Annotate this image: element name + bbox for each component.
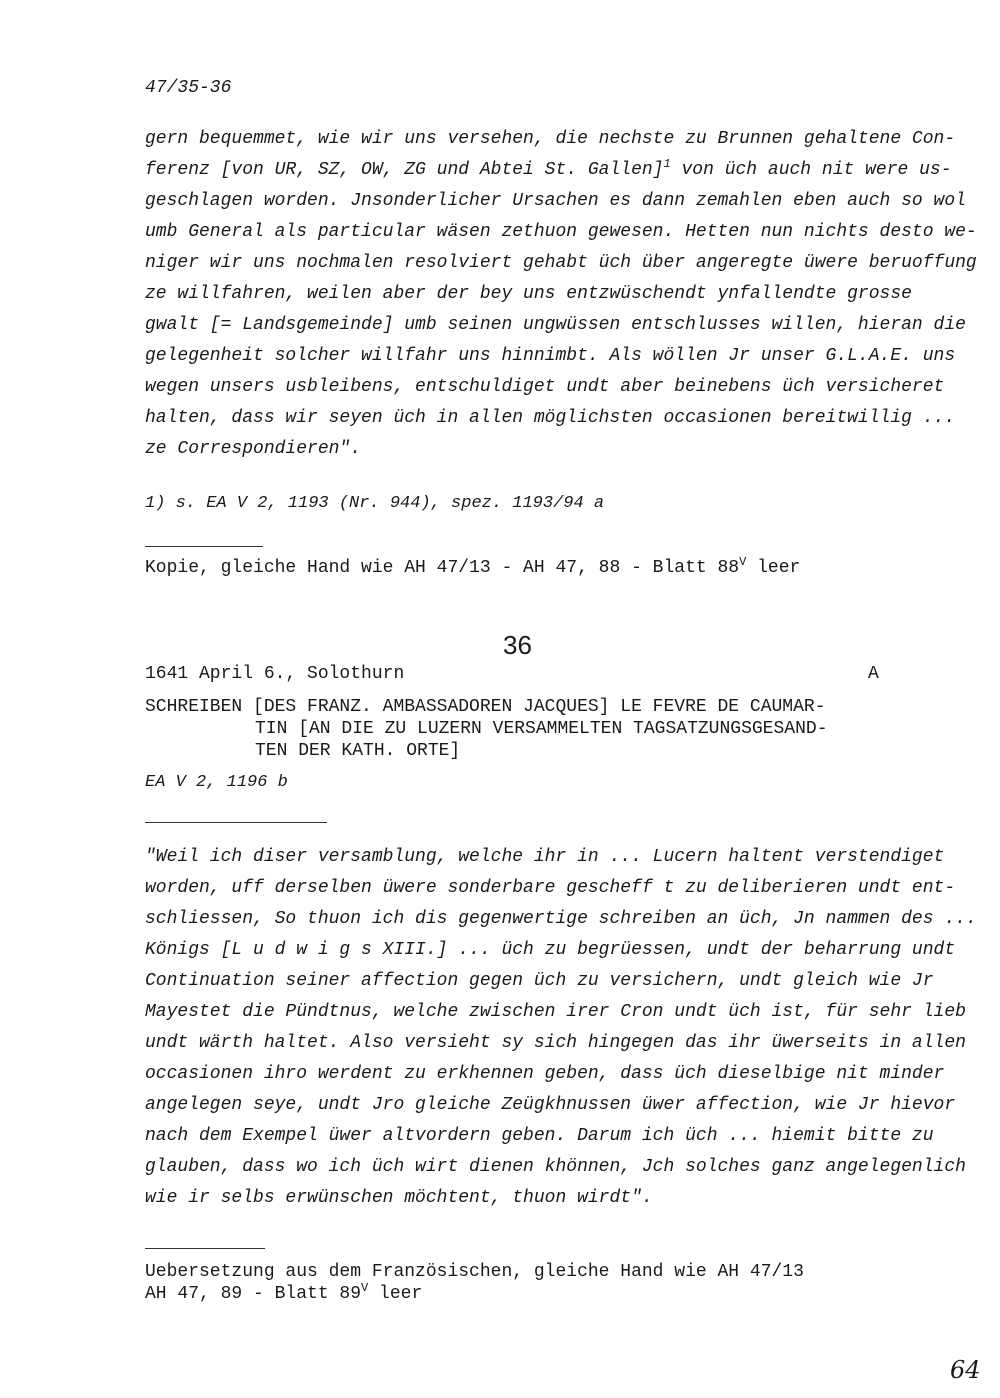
title-line: SCHREIBEN [DES FRANZ. AMBASSADOREN JACQUES] LE FEVRE DE CAUMAR- — [145, 697, 826, 717]
footnote-marker: 1 — [663, 157, 671, 171]
category-letter: A — [868, 664, 879, 684]
divider — [145, 1248, 265, 1249]
text-line: umb General als particular wäsen zethuon gewesen. Hetten nun nichts desto we- — [145, 222, 977, 242]
text-line: "Weil ich diser versamblung, welche ihr in ... Lucern haltent verstendiget — [145, 847, 945, 867]
text-line: Mayestet die Pündtnus, welche zwischen irer Cron undt üch ist, für sehr lieb — [145, 1002, 966, 1022]
source-note-36-line1: Uebersetzung aus dem Französischen, gleiche Hand wie AH 47/13 — [145, 1262, 804, 1282]
document-title — [145, 696, 828, 762]
text-line: nach dem Exempel üwer altvordern geben. Darum ich üch ... hiemit bitte zu — [145, 1126, 934, 1146]
divider — [145, 822, 327, 823]
text-line: halten, dass wir seyen üch in allen möglichsten occasionen bereitwillig ... — [145, 408, 956, 428]
divider — [145, 546, 263, 547]
date-place: 1641 April 6., Solothurn — [145, 664, 405, 684]
title-line: TIN [AN DIE ZU LUZERN VERSAMMELTEN TAGSATZUNGSGESAND- — [255, 719, 828, 739]
document-36-text — [145, 842, 977, 1214]
title-line: TEN DER KATH. ORTE] — [255, 741, 461, 761]
text-line: wie ir selbs erwünschen möchtent, thuon wirdt". — [145, 1188, 653, 1208]
text-line: gern bequemmet, wie wir uns versehen, die nechste zu Brunnen gehaltene Con- — [145, 129, 956, 149]
footnote: 1) s. EA V 2, 1193 (Nr. 944), spez. 1193/94 a — [145, 494, 605, 513]
text-line: ze willfahren, weilen aber der bey uns entzwüschendt ynfallendte grosse — [145, 284, 912, 304]
text-line: occasionen ihro werdent zu erkhennen geben, dass üch dieselbige nit minder — [145, 1064, 945, 1084]
source-note-36-line2: AH 47, 89 - Blatt $89^V$ leer — [145, 1281, 423, 1304]
text-line: glauben, dass wo ich üch wirt dienen khönnen, Jch solches ganz angelegenlich — [145, 1157, 966, 1177]
text-line: geschlagen worden. Jnsonderlicher Ursachen es dann zemahlen eben auch so wol — [145, 191, 966, 211]
page-reference: 47/35-36 — [145, 78, 232, 98]
text-line: Königs [L u d w i g s XIII.] ... üch zu begrüessen, undt der beharrung undt — [145, 940, 956, 960]
text-line: Continuation seiner affection gegen üch zu versichern, undt gleich wie Jr — [145, 971, 934, 991]
handwritten-page-mark: 64 — [950, 1356, 981, 1384]
source-note-35: Kopie, gleiche Hand wie AH 47/13 - AH 47, 88 - Blatt $88^V$ leer — [145, 555, 801, 578]
ea-reference: EA V 2, 1196 b — [145, 773, 288, 792]
text-line: undt wärth haltet. Also versieht sy sich hingegen das ihr üwerseits in allen — [145, 1033, 966, 1053]
text-line: niger wir uns nochmalen resolviert gehabt üch über angeregte üwere beruoffung — [145, 253, 977, 273]
document-35-text — [145, 124, 977, 465]
text-line: ze Correspondieren". — [145, 439, 362, 459]
text-line: wegen unsers usbleibens, entschuldiget undt aber beinebens üch versicheret — [145, 377, 945, 397]
document-number: 36 — [503, 630, 532, 660]
text-line: worden, uff derselben üwere sonderbare gescheff t zu deliberieren undt ent- — [145, 878, 956, 898]
text-line: schliessen, So thuon ich dis gegenwertige schreiben an üch, Jn nammen des ... — [145, 909, 977, 929]
text-line: gelegenheit solcher willfahr uns hinnimbt. Als wöllen Jr unser G.L.A.E. uns — [145, 346, 956, 366]
text-line: ferenz [von UR, SZ, OW, ZG und Abtei St. Gallen]$^1$ von üch auch nit were us- — [145, 157, 952, 180]
text-line: angelegen seye, undt Jro gleiche Zeügkhnussen üwer affection, wie Jr hievor — [145, 1095, 956, 1115]
text-line: gwalt [= Landsgemeinde] umb seinen ungwüssen entschlusses willen, hieran die — [145, 315, 966, 335]
